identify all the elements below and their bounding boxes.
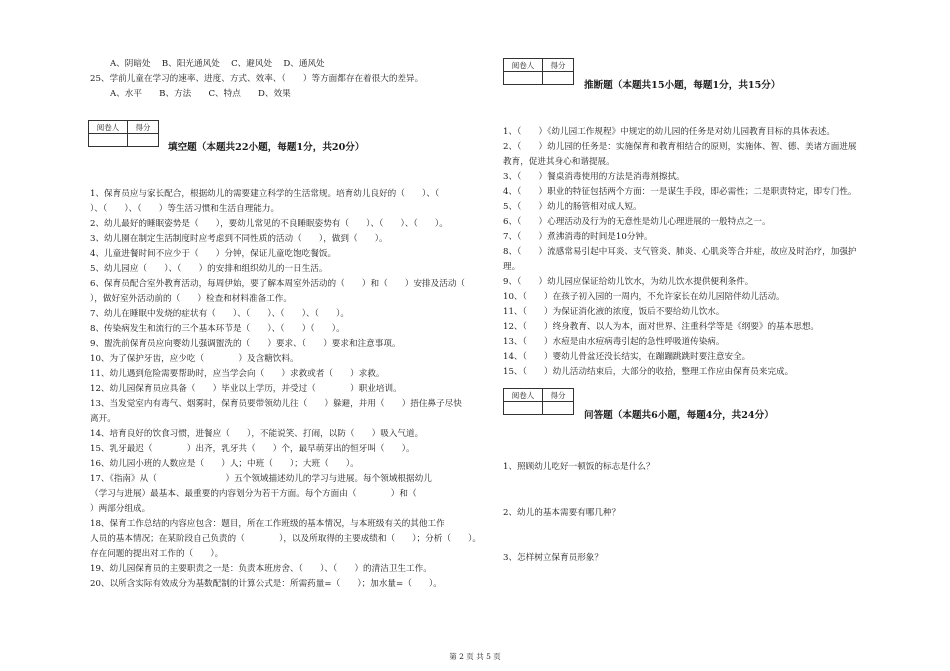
- question-line: 17、《指南》从（ ）五个领域描述幼儿的学习与进展。每个领域根据幼儿: [90, 474, 432, 484]
- question-line: 教育，促进其身心和谐提展。: [503, 157, 615, 167]
- question-line: 9、盥洗前保育员应向婴幼儿强调盥洗的（ ）要求、（ ）要求和注意事项。: [90, 339, 401, 349]
- question-line: 11、幼儿遇到危险需要帮助时，应当学会向（ ）求救或者（ ）求救。: [90, 369, 385, 379]
- page-number: 第 2 页 共 5 页: [449, 652, 501, 661]
- qa-section-title: 问答题（本题共6小题，每题4分，共24分）: [584, 410, 774, 421]
- score-cell: [543, 72, 574, 85]
- question-line: 7、（ ）煮沸消毒的时间是10分钟。: [503, 232, 653, 242]
- question-line: 14、培育良好的饮食习惯，进餐应（ ），不能说笑、打闹，以防（ ）吸入气道。: [90, 429, 424, 439]
- question-line: 6、保育员配合室外教育活动，每周伊始，要了解本周室外活动的（ ）和（ ）安排及活动（: [90, 279, 466, 289]
- question-line: 1、（ ）《幼儿园工作规程》中规定的幼儿园的任务是对幼儿园教育目标的具体表述。: [503, 127, 836, 137]
- fill-blank-section-title: 填空题（本题共22小题，每题1分，共20分）: [168, 142, 365, 153]
- question-line: 理。: [503, 262, 521, 272]
- qa-score-box: [503, 388, 574, 415]
- question-line: 25、学前儿童在学习的速率、进度、方式、效率、（ ）等方面都存在着很大的差异。: [90, 74, 424, 84]
- question-line: 1、保育员应与家长配合，根据幼儿的需要建立科学的生活常规。培育幼儿良好的（ ）、（: [90, 189, 440, 199]
- question-line: 19、幼儿园保育员的主要职责之一是：负责本班房舍、（ ）、（ ）的清洁卫生工作。: [90, 564, 432, 574]
- judge-section-title: 推断题（本题共15小题，每题1分，共15分）: [584, 80, 781, 91]
- question-line: 5、幼儿园应（ ）、（ ）的安排和组织幼儿的一日生活。: [90, 264, 328, 274]
- question-line: 存在问题的提出对工作的（ ）。: [90, 549, 224, 559]
- question-line: 7、幼儿在睡眠中发烧的症状有（ ）、（ ）、（ ）、（ ）。: [90, 309, 349, 319]
- question-line: 5、（ ）幼儿的肠管相对成人短。: [503, 202, 642, 212]
- question-line: A、水平 B、方法 C、特点 D、效果: [110, 89, 291, 99]
- question-line: 1、照顾幼儿吃好一顿饭的标志是什么？: [503, 462, 655, 472]
- score-cell: [543, 402, 574, 415]
- question-line: 8、传染病发生和流行的三个基本环节是（ ）、（ ）（ ）。: [90, 324, 345, 334]
- question-line: 12、幼儿园保育员应具备（ ）毕业以上学历，并受过（ ）职业培训。: [90, 384, 402, 394]
- question-line: 4、（ ）职业的特征包括两个方面：一是谋生手段，即必需性；二是职责特定，即专门性。: [503, 187, 857, 197]
- question-line: 3、幼儿園在制定生活制度时应考虑到不同性质的活动（ ），做到（ ）。: [90, 234, 388, 244]
- question-line: 10、为了保护牙齿，应少吃（ ）及含糖饮料。: [90, 354, 299, 364]
- question-line: 16、幼儿园小班的人数应是（ ）人；中班（ ）；大班（ ）。: [90, 459, 359, 469]
- question-line: 13、（ ）水痘是由水痘病毒引起的急性呼吸道传染病。: [503, 337, 725, 347]
- question-line: 3、（ ）餐桌消毒使用的方法是消毒剂擦拭。: [503, 172, 685, 182]
- grader-label: 阅卷人: [504, 389, 543, 402]
- question-line: （学习与进展）最基本、最重要的内容划分为若干方面。每个方面由（ ）和（: [90, 489, 417, 499]
- question-line: 20、以所含实际有效成分为基数配制的计算公式是：所需药量=（ ）；加水量=（ ）。: [90, 579, 442, 589]
- question-line: 15、乳牙最迟（ ）出齐，乳牙共（ ）个，最早萌芽出的恒牙叫（ ）。: [90, 444, 415, 454]
- question-line: 13、当发觉室内有毒气、烟雾时，保育员要带领幼儿往（ ）躲避，并用（ ）捂住鼻子尽快: [90, 399, 462, 409]
- question-line: 6、（ ）心理活动及行为的无意性是幼儿心理进展的一般特点之一。: [503, 217, 771, 227]
- question-line: 11、（ ）为保证消化液的浓度，饭后不要给幼儿饮水。: [503, 307, 725, 317]
- question-line: 2、幼儿最好的睡眠姿势是（ ），要幼儿常见的不良睡眠姿势有（ ）、（ ）、（ ）。: [90, 219, 448, 229]
- question-line: ）、（ ）、（ ）等生活习惯和生活自理能力。: [90, 204, 280, 214]
- question-line: 9、（ ）幼儿园应保证给幼儿饮水，为幼儿饮水提供便利条件。: [503, 277, 754, 287]
- question-line: 8、（ ）流感常易引起中耳炎、支气管炎、肺炎、心肌炎等合并症，故应及时治疗，加强护: [503, 247, 857, 257]
- grader-cell: [504, 72, 543, 85]
- judge-score-box: [503, 58, 574, 85]
- question-line: 14、（ ）婴幼儿骨盆还没长结实，在蹦蹦跳跳时要注意安全。: [503, 352, 751, 362]
- grader-label: 阅卷人: [504, 59, 543, 72]
- question-line: 3、怎样树立保育员形象？: [503, 553, 603, 563]
- score-cell: [128, 134, 159, 147]
- question-line: 2、幼儿的基本需要有哪几种？: [503, 508, 621, 518]
- score-label: 得分: [543, 389, 574, 402]
- question-line: ），做好室外活动前的（ ）检查和材料准备工作。: [90, 294, 292, 304]
- question-line: 15、（ ）幼儿活动结束后，大部分的收拾，整理工作应由保育员来完成。: [503, 367, 794, 377]
- question-line: 4、儿童进餐时间不应少于（ ）分钟，保证儿童吃饱吃餐饭。: [90, 249, 337, 259]
- grader-cell: [504, 402, 543, 415]
- grader-label: 阅卷人: [89, 121, 128, 134]
- question-line: 12、（ ）终身教育、以人为本，面对世界、注重科学等是《纲要》的基本思想。: [503, 322, 820, 332]
- question-line: A、阴暗处 B、阳光通风处 C、避风处 D、通风处: [110, 59, 325, 69]
- question-line: 离开。: [90, 414, 116, 424]
- question-line: 18、保育工作总结的内容应包含：题目，所在工作班级的基本情况，与本班级有关的其他工作: [90, 519, 445, 529]
- score-label: 得分: [543, 59, 574, 72]
- question-line: 2、（ ）幼儿园的任务是：实施保育和教育相结合的原则，实施体、智、德、美诸方面进展: [503, 142, 857, 152]
- score-label: 得分: [128, 121, 159, 134]
- fill-blank-score-box: [88, 120, 159, 147]
- question-line: 10、（ ）在孩子初入园的一周内，不允许家长在幼儿园陪伴幼儿活动。: [503, 292, 785, 302]
- question-line: 人员的基本情况；在某阶段自己负责的（ ），以及所取得的主要成绩和（ ）；分析（ ）。: [90, 534, 482, 544]
- question-line: ）两部分组成。: [90, 504, 151, 514]
- grader-cell: [89, 134, 128, 147]
